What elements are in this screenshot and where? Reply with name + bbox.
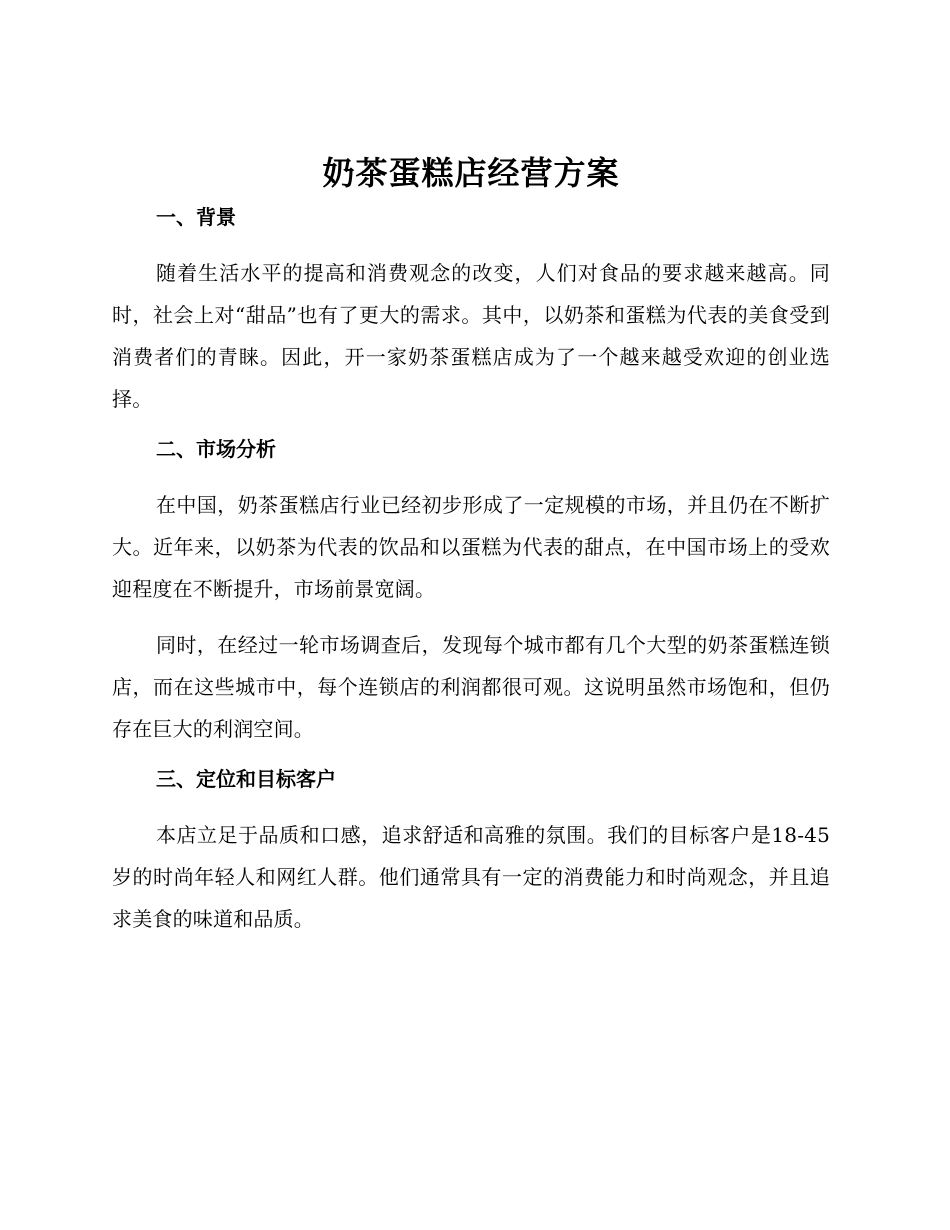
section-heading: 一、背景 bbox=[156, 205, 236, 229]
paragraph: 随着生活水平的提高和消费观念的改变，人们对食品的要求越来越高。同时，社会上对“甜品”也有了更大的需求。其中，以奶茶和蛋糕为代表的美食受到消费者们的青睐。因此，开一家奶茶蛋糕店成为了一个越来越受欢迎的创业选择。 bbox=[112, 261, 830, 411]
document-page bbox=[112, 150, 830, 954]
paragraph: 同时，在经过一轮市场调查后，发现每个城市都有几个大型的奶茶蛋糕连锁店，而在这些城市中，每个连锁店的利润都很可观。这说明虽然市场饱和，但仍存在巨大的利润空间。 bbox=[112, 633, 830, 741]
section-positioning bbox=[112, 764, 830, 940]
page-title: 奶茶蛋糕店经营方案 bbox=[322, 154, 620, 192]
paragraph: 本店立足于品质和口感，追求舒适和高雅的氛围。我们的目标客户是18-45岁的时尚年轻人和网红人群。他们通常具有一定的消费能力和时尚观念，并且追求美食的味道和品质。 bbox=[112, 823, 830, 931]
section-background bbox=[112, 202, 830, 420]
paragraph: 在中国，奶茶蛋糕店行业已经初步形成了一定规模的市场，并且仍在不断扩大。近年来，以奶茶为代表的饮品和以蛋糕为代表的甜点，在中国市场上的受欢迎程度在不断提升，市场前景宽阔。 bbox=[112, 493, 830, 601]
section-heading: 二、市场分析 bbox=[156, 437, 276, 461]
section-heading: 三、定位和目标客户 bbox=[156, 767, 336, 791]
section-market-analysis bbox=[112, 434, 830, 750]
